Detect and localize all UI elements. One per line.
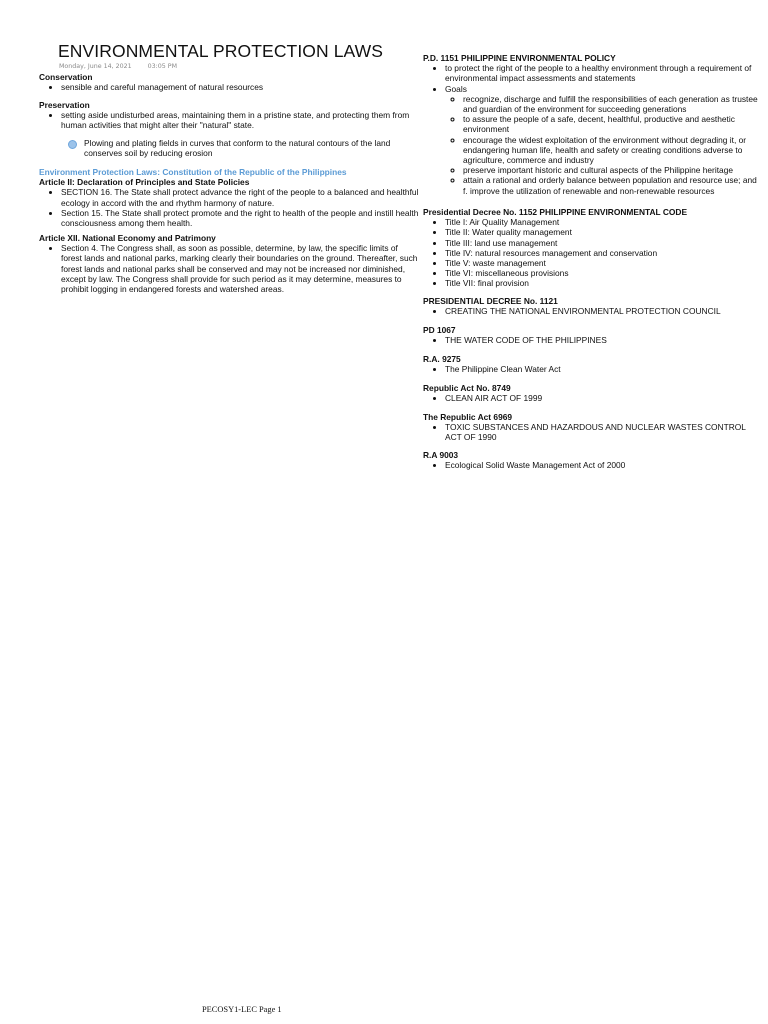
ra6969-heading: The Republic Act 6969 [423,412,513,422]
pd1151-heading: P.D. 1151 PHILIPPINE ENVIRONMENTAL POLICY [423,53,616,63]
ra9275-list [423,364,758,374]
page-footer: PECOSY1-LEC Page 1 [202,1005,282,1014]
ra6969-section [423,412,758,443]
list-item: • Title III: land use management [445,238,758,248]
list-item: • THE WATER CODE OF THE PHILIPPINES [445,335,758,345]
pd1151-list [423,63,758,196]
pd1151-section [423,53,758,196]
list-item: • SECTION 16. The State shall protect advance the right of the people to a balanced and healthful ecology in accord with the and rhythm harmony of nature. [61,187,419,207]
ra9275-section [423,354,758,374]
preservation-list [39,110,419,130]
goals-label: Goals [445,83,467,94]
list-item: • to protect the right of the people to a healthy environment through a requirement of environmental impact assessments and statements [445,63,758,83]
goals-list [445,94,758,196]
goal-item: ◦ preserve important historic and cultural aspects of the Philippine heritage [463,165,758,175]
list-item: • TOXIC SUBSTANCES AND HAZARDOUS AND NUCLEAR WASTES CONTROL ACT OF 1990 [445,422,758,442]
goal-item: ◦ recognize, discharge and fulfill the responsibilities of each generation as trustee and guardian of the environment for succeeding generations [463,94,758,114]
ra8749-heading: Republic Act No. 8749 [423,383,511,393]
article-xii-heading: Article XII. National Economy and Patrimony [39,233,216,243]
list-item: • Title II: Water quality management [445,227,758,237]
list-item: • Section 15. The State shall protect promote and the right to health of the people and instill health consciousness among them health. [61,208,419,228]
pd1067-section [423,325,758,345]
ra8749-list [423,393,758,403]
list-item: • Title V: waste management [445,258,758,268]
goal-item: ◦ encourage the widest exploitation of the environment without degrading it, or endangering human life, health and safety or creating conditions adverse to agriculture, commerce and industry [463,135,758,166]
pd1121-heading: PRESIDENTIAL DECREE No. 1121 [423,296,558,306]
pd1152-list [423,217,758,288]
article-xii-section [39,233,419,294]
preservation-section [39,100,419,131]
list-item: • CREATING THE NATIONAL ENVIRONMENTAL PROTECTION COUNCIL [445,306,758,316]
list-item: • Section 4. The Congress shall, as soon as possible, determine, by law, the specific limits of forest lands and national parks, marking clearly their boundaries on the ground. Thereafter, such forest lands and national parks shall be conserved and may not be increased nor diminished, except by law. The Congress shall provide for such period as it may determine, measures to prohibit logging in endangered forests and watershed areas. [61,243,419,294]
goal-item: ◦ attain a rational and orderly balance between population and resource use; and f. improve the utilization of renewable and non-renewable resources [463,175,758,195]
article-xii-list [39,243,419,294]
list-item: • setting aside undisturbed areas, maintaining them in a pristine state, and protecting them from human activities that might alter their "natural" state. [61,110,419,130]
pd1121-list [423,306,758,316]
note-time: 03:05 PM [147,63,178,70]
article-ii-list [39,187,419,228]
note-timestamp [59,63,177,71]
preservation-heading: Preservation [39,100,90,110]
conservation-heading: Conservation [39,72,93,82]
callout-note [68,138,418,158]
page-title: ENVIRONMENTAL PROTECTION LAWS [58,41,384,61]
ra6969-list [423,422,758,442]
pd1152-section [423,207,758,289]
list-item: • Title VI: miscellaneous provisions [445,268,758,278]
pd1067-list [423,335,758,345]
pd1121-section [423,296,758,316]
pd1067-heading: PD 1067 [423,325,456,335]
list-item: • The Philippine Clean Water Act [445,364,758,374]
ra8749-section [423,383,758,403]
conservation-list [39,82,419,92]
ra9275-heading: R.A. 9275 [423,354,461,364]
constitution-section [39,167,419,228]
article-ii-heading: Article II: Declaration of Principles and State Policies [39,177,250,188]
list-item: • Title IV: natural resources management and conservation [445,248,758,258]
pd1152-heading: Presidential Decree No. 1152 PHILIPPINE ENVIRONMENTAL CODE [423,207,688,217]
conservation-section [39,72,419,92]
ra9003-section [423,450,758,470]
list-item: • CLEAN AIR ACT OF 1999 [445,393,758,403]
callout-text: Plowing and plating fields in curves that conform to the natural contours of the land conserves soil by reducing erosion [84,138,391,159]
note-date: Monday, June 14, 2021 [59,63,132,70]
list-item: • sensible and careful management of natural resources [61,82,419,92]
list-item: • Title VII: final provision [445,278,758,288]
list-item: • Title I: Air Quality Management [445,217,758,227]
goal-item: ◦ to assure the people of a safe, decent, healthful, productive and aesthetic environment [463,114,758,134]
bullet-dot-icon [68,140,77,149]
list-item: • Ecological Solid Waste Management Act of 2000 [445,460,758,470]
list-item [445,84,758,196]
ra9003-list [423,460,758,470]
ra9003-heading: R.A 9003 [423,450,459,460]
constitution-link-heading[interactable]: Environment Protection Laws: Constitution of the Republic of the Philippines [39,167,347,177]
